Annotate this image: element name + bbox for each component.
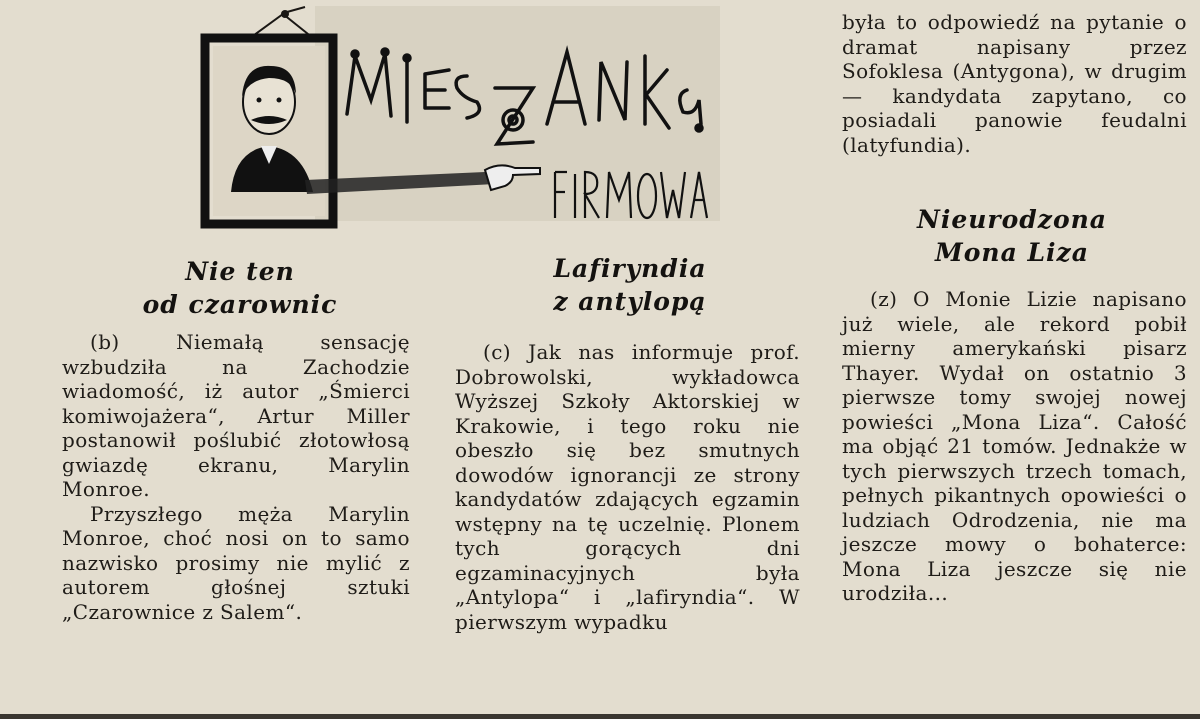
article-3-heading-line-2: Mona Liza: [935, 238, 1089, 267]
article-1-heading-line-1: Nie ten: [185, 257, 295, 286]
article-3-heading-line-1: Nieurodzona: [916, 205, 1107, 234]
article-2-body: [455, 340, 800, 634]
article-2-continuation-text: była to odpowiedź na pytanie o dramat napisany przez Sofoklesa (Antygona), w drugim — kandydata zapytano, co posiadali panowie feudalni (latyfundia).: [842, 10, 1187, 157]
article-1-heading-line-2: od czarownic: [142, 290, 338, 319]
mieszanka-firmowa-logo: [195, 4, 725, 229]
article-1-paragraph-1: (b) Niemałą sensację wzbudziła na Zachodzie wiadomość, iż autor „Śmierci komiwojażera“, Artur Miller postanowił poślubić złotowłosą gwiazdę ekranu, Marylin Monroe.: [62, 330, 410, 501]
page-bottom-border: [0, 714, 1200, 719]
article-2-heading: [480, 252, 780, 318]
article-2-paragraph-1: (c) Jak nas informuje prof. Dobrowolski, wykładowca Wyższej Szkoły Aktorskiej w Krakowie, i tego roku nie obeszło się bez smutnych dowodów ignorancji ze strony kandydatów zdających egzamin wstępny na tę uczelnię. Plonem tych gorących dni egzaminacyjnych była „Antylopa“ i „lafiryndia“. W pierwszym wypadku: [455, 340, 800, 634]
article-3-paragraph-1: (z) O Monie Lizie napisano już wiele, ale rekord pobił mierny amerykański pisarz Thayer. Wydał on ostatnio 3 pierwsze tomy swojej nowej powieści „Mona Liza“. Całość ma objąć 21 tomów. Jednakże w tych pierwszych trzech tomach, pełnych pikantnych opowieści o ludziach Odrodzenia, nie ma jeszcze mowy o bohaterce: Mona Liza jeszcze się nie urodziła...: [842, 287, 1187, 605]
article-1-paragraph-2: Przyszłego męża Marylin Monroe, choć nosi on to samo nazwisko prosimy nie mylić z autorem głośnej sztuki „Czarownice z Salem“.: [62, 501, 410, 624]
article-1-heading: [90, 255, 390, 321]
article-3-body: [842, 287, 1187, 606]
article-2-heading-line-2: z antylopą: [553, 287, 707, 316]
article-2-continuation: [842, 10, 1187, 157]
article-3-heading: [862, 203, 1162, 269]
article-2-heading-line-1: Lafiryndia: [553, 254, 707, 283]
article-1-body: [62, 330, 410, 624]
